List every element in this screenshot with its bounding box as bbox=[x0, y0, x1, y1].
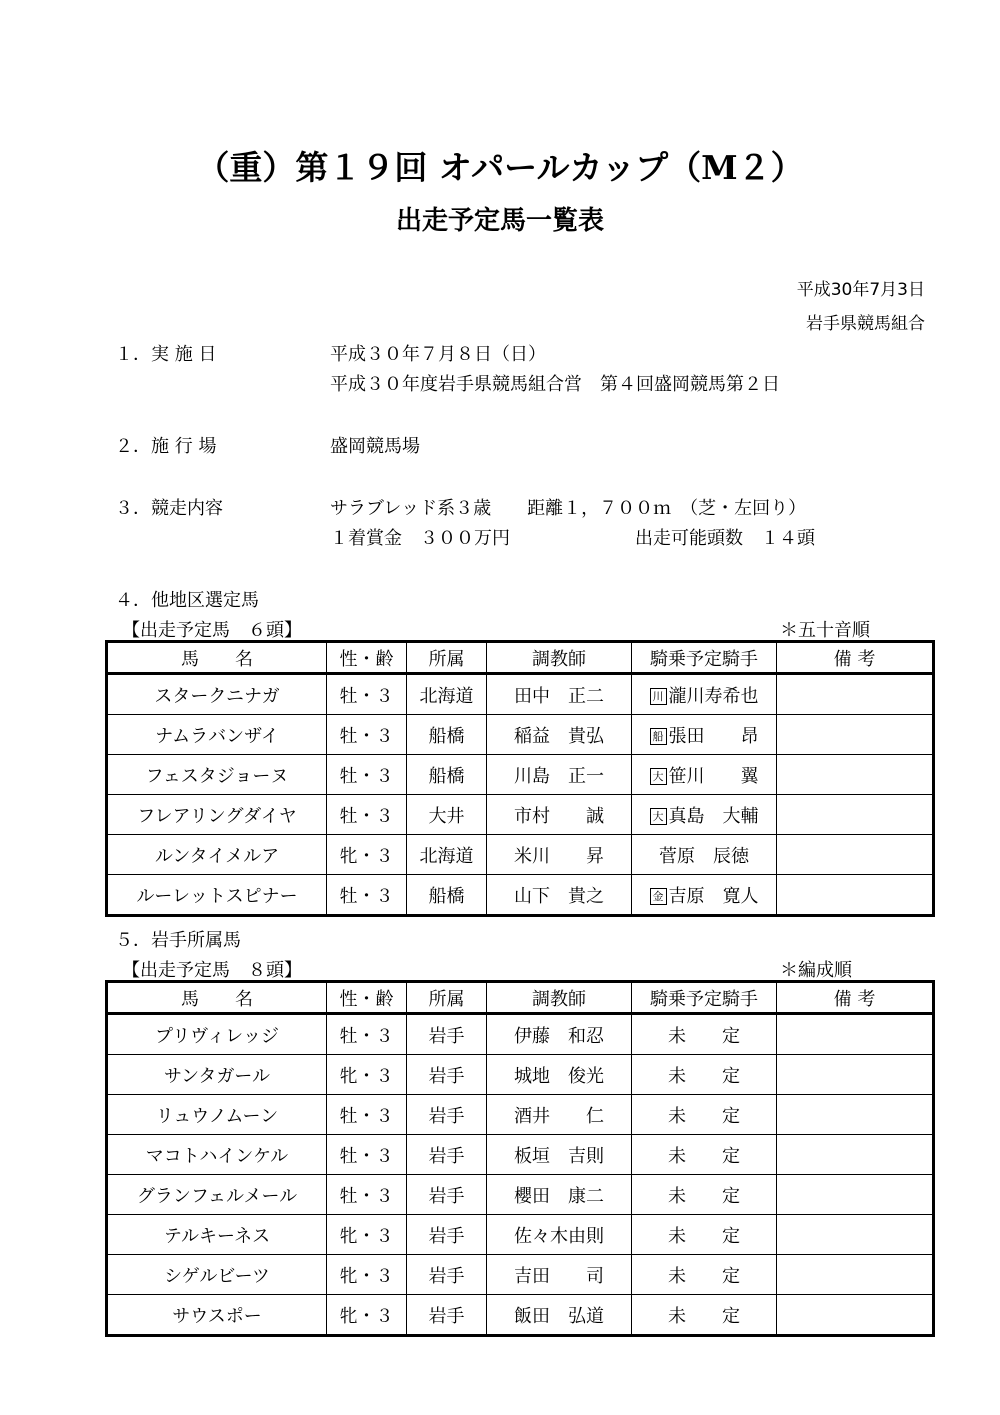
affiliation: 北海道 bbox=[407, 674, 487, 715]
header-sex-age: 性・齢 bbox=[327, 982, 407, 1014]
table-row bbox=[107, 715, 934, 755]
remarks bbox=[777, 1135, 934, 1175]
item-1-label: １．実 施 日 bbox=[115, 344, 217, 365]
item-2-venue: 盛岡競馬場 bbox=[330, 436, 420, 457]
horse-name: グランフェルメール bbox=[107, 1175, 327, 1215]
item-1-date: 平成３０年７月８日（日） bbox=[330, 344, 546, 365]
section-5-label: ５．岩手所属馬 bbox=[115, 930, 241, 951]
trainer: 山下 貴之 bbox=[487, 875, 632, 916]
section-4-label: ４．他地区選定馬 bbox=[115, 590, 259, 611]
section-4-order-note: ＊五十音順 bbox=[780, 620, 870, 641]
trainer: 伊藤 和忍 bbox=[487, 1014, 632, 1055]
section-5-count: 【出走予定馬 ８頭】 bbox=[122, 960, 302, 981]
header-trainer: 調教師 bbox=[487, 982, 632, 1014]
remarks bbox=[777, 755, 934, 795]
table-header-row bbox=[107, 642, 934, 674]
remarks bbox=[777, 1095, 934, 1135]
issue-date: 平成30年7月3日 bbox=[796, 280, 925, 300]
horse-name: ルンタイメルア bbox=[107, 835, 327, 875]
sex-age: 牡・３ bbox=[327, 715, 407, 755]
affiliation: 船橋 bbox=[407, 715, 487, 755]
sex-age: 牡・３ bbox=[327, 1095, 407, 1135]
trainer: 城地 俊光 bbox=[487, 1055, 632, 1095]
trainer: 米川 昇 bbox=[487, 835, 632, 875]
organizer: 岩手県競馬組合 bbox=[806, 314, 925, 334]
horse-name: シゲルビーツ bbox=[107, 1255, 327, 1295]
remarks bbox=[777, 1055, 934, 1095]
table-row bbox=[107, 1255, 934, 1295]
item-3-race: サラブレッド系３歳 距離１，７００ｍ （芝・左回り） bbox=[330, 498, 807, 519]
jockey: 未 定 bbox=[632, 1295, 777, 1336]
jockey: 未 定 bbox=[632, 1014, 777, 1055]
table-row bbox=[107, 835, 934, 875]
horse-name: ナムラバンザイ bbox=[107, 715, 327, 755]
trainer: 櫻田 康二 bbox=[487, 1175, 632, 1215]
table-row bbox=[107, 674, 934, 715]
jockey: 菅原 辰徳 bbox=[659, 845, 749, 867]
item-1-meeting: 平成３０年度岩手県競馬組合営 第４回盛岡競馬第２日 bbox=[330, 374, 780, 395]
sex-age: 牡・３ bbox=[327, 875, 407, 916]
jockey: 笹川 翼 bbox=[668, 765, 759, 787]
section-4-count: 【出走予定馬 ６頭】 bbox=[122, 620, 302, 641]
remarks bbox=[777, 674, 934, 715]
table-row bbox=[107, 755, 934, 795]
item-3-capacity: 出走可能頭数 １４頭 bbox=[635, 528, 815, 549]
section-5-order-note: ＊編成順 bbox=[780, 960, 852, 981]
horse-name: ルーレットスピナー bbox=[107, 875, 327, 916]
affiliation: 岩手 bbox=[407, 1014, 487, 1055]
sex-age: 牡・３ bbox=[327, 795, 407, 835]
header-sex-age: 性・齢 bbox=[327, 642, 407, 674]
remarks bbox=[777, 875, 934, 916]
horse-name: サンタガール bbox=[107, 1055, 327, 1095]
affiliation: 岩手 bbox=[407, 1255, 487, 1295]
remarks bbox=[777, 1215, 934, 1255]
trainer: 田中 正二 bbox=[487, 674, 632, 715]
trainer: 吉田 司 bbox=[487, 1255, 632, 1295]
remarks bbox=[777, 795, 934, 835]
header-affiliation: 所属 bbox=[407, 982, 487, 1014]
affiliation: 岩手 bbox=[407, 1135, 487, 1175]
table-row bbox=[107, 1014, 934, 1055]
jockey-region-badge: 金 bbox=[650, 888, 667, 905]
item-3-label: ３．競走内容 bbox=[115, 498, 223, 519]
sex-age: 牝・３ bbox=[327, 1295, 407, 1336]
page-title: （重）第１９回 オパールカップ（M２） bbox=[196, 148, 804, 187]
trainer: 飯田 弘道 bbox=[487, 1295, 632, 1336]
horse-name: リュウノムーン bbox=[107, 1095, 327, 1135]
jockey: 未 定 bbox=[632, 1215, 777, 1255]
header-remarks: 備 考 bbox=[777, 982, 934, 1014]
jockey-cell bbox=[632, 795, 777, 835]
remarks bbox=[777, 1255, 934, 1295]
trainer: 板垣 吉則 bbox=[487, 1135, 632, 1175]
table-row bbox=[107, 1175, 934, 1215]
affiliation: 岩手 bbox=[407, 1095, 487, 1135]
affiliation: 岩手 bbox=[407, 1295, 487, 1336]
horse-name: フレアリングダイヤ bbox=[107, 795, 327, 835]
affiliation: 船橋 bbox=[407, 875, 487, 916]
jockey: 吉原 寛人 bbox=[668, 885, 759, 907]
jockey: 未 定 bbox=[632, 1255, 777, 1295]
sex-age: 牝・３ bbox=[327, 1255, 407, 1295]
jockey: 未 定 bbox=[632, 1135, 777, 1175]
sex-age: 牡・３ bbox=[327, 1135, 407, 1175]
other-region-table bbox=[105, 640, 935, 917]
jockey: 張田 昂 bbox=[668, 725, 759, 747]
header-jockey: 騎乗予定騎手 bbox=[632, 642, 777, 674]
sex-age: 牡・３ bbox=[327, 1014, 407, 1055]
sex-age: 牝・３ bbox=[327, 1055, 407, 1095]
sex-age: 牡・３ bbox=[327, 755, 407, 795]
jockey: 真島 大輔 bbox=[668, 805, 759, 827]
jockey-cell bbox=[632, 875, 777, 916]
table-header-row bbox=[107, 982, 934, 1014]
affiliation: 北海道 bbox=[407, 835, 487, 875]
horse-name: マコトハインケル bbox=[107, 1135, 327, 1175]
jockey-cell bbox=[632, 755, 777, 795]
item-2-label: ２．施 行 場 bbox=[115, 436, 217, 457]
affiliation: 岩手 bbox=[407, 1055, 487, 1095]
table-row bbox=[107, 795, 934, 835]
affiliation: 岩手 bbox=[407, 1175, 487, 1215]
jockey-cell bbox=[632, 674, 777, 715]
horse-name: サウスポー bbox=[107, 1295, 327, 1336]
table-row bbox=[107, 1095, 934, 1135]
remarks bbox=[777, 1295, 934, 1336]
sex-age: 牡・３ bbox=[327, 674, 407, 715]
jockey-region-badge: 川 bbox=[650, 688, 667, 705]
remarks bbox=[777, 715, 934, 755]
horse-name: プリヴィレッジ bbox=[107, 1014, 327, 1055]
trainer: 稲益 貴弘 bbox=[487, 715, 632, 755]
header-affiliation: 所属 bbox=[407, 642, 487, 674]
horse-name: テルキーネス bbox=[107, 1215, 327, 1255]
table-row bbox=[107, 1055, 934, 1095]
header-remarks: 備 考 bbox=[777, 642, 934, 674]
jockey-region-badge: 大 bbox=[650, 808, 667, 825]
jockey-cell bbox=[632, 715, 777, 755]
table-row bbox=[107, 1135, 934, 1175]
horse-name: フェスタジョーヌ bbox=[107, 755, 327, 795]
table-row bbox=[107, 1295, 934, 1336]
remarks bbox=[777, 1014, 934, 1055]
header-trainer: 調教師 bbox=[487, 642, 632, 674]
header-horse-name: 馬 名 bbox=[107, 982, 327, 1014]
jockey: 未 定 bbox=[632, 1175, 777, 1215]
jockey-cell bbox=[632, 835, 777, 875]
affiliation: 大井 bbox=[407, 795, 487, 835]
jockey-region-badge: 大 bbox=[650, 768, 667, 785]
horse-name: スタークニナガ bbox=[107, 674, 327, 715]
remarks bbox=[777, 1175, 934, 1215]
header-jockey: 騎乗予定騎手 bbox=[632, 982, 777, 1014]
item-3-prize: １着賞金 ３００万円 bbox=[330, 528, 510, 549]
trainer: 川島 正一 bbox=[487, 755, 632, 795]
jockey-region-badge: 船 bbox=[650, 728, 667, 745]
sex-age: 牡・３ bbox=[327, 1175, 407, 1215]
sex-age: 牝・３ bbox=[327, 835, 407, 875]
sex-age: 牝・３ bbox=[327, 1215, 407, 1255]
trainer: 佐々木由則 bbox=[487, 1215, 632, 1255]
affiliation: 岩手 bbox=[407, 1215, 487, 1255]
remarks bbox=[777, 835, 934, 875]
table-row bbox=[107, 875, 934, 916]
iwate-table bbox=[105, 980, 935, 1337]
jockey: 未 定 bbox=[632, 1095, 777, 1135]
trainer: 酒井 仁 bbox=[487, 1095, 632, 1135]
jockey: 瀧川寿希也 bbox=[668, 685, 759, 707]
jockey: 未 定 bbox=[632, 1055, 777, 1095]
affiliation: 船橋 bbox=[407, 755, 487, 795]
table-row bbox=[107, 1215, 934, 1255]
page-subtitle: 出走予定馬一覧表 bbox=[395, 206, 604, 236]
header-horse-name: 馬 名 bbox=[107, 642, 327, 674]
trainer: 市村 誠 bbox=[487, 795, 632, 835]
